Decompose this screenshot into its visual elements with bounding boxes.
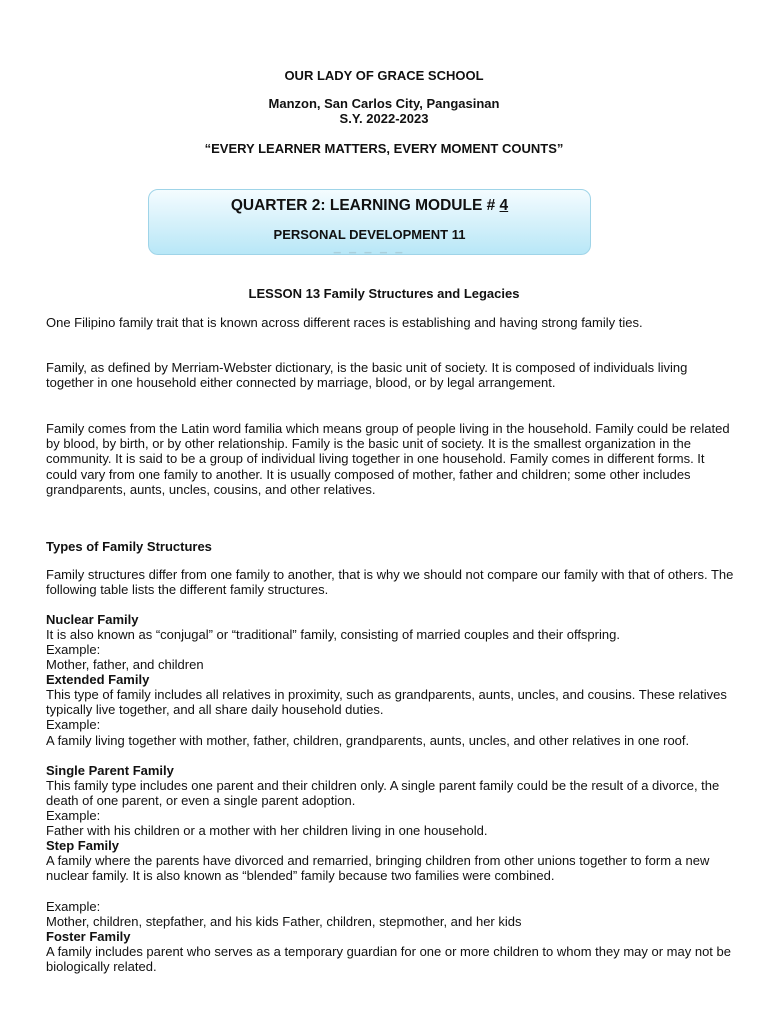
module-subject: PERSONAL DEVELOPMENT 11 <box>273 227 466 242</box>
foster-family-heading: Foster Family <box>46 929 131 944</box>
single-parent-family-heading: Single Parent Family <box>46 763 174 778</box>
paragraph-types-intro: Family structures differ from one family to another, that is why we should not compare our family with that of others. The following table lists the different family structures. <box>46 567 734 598</box>
step-family-example: Mother, children, stepfather, and his kids Father, children, stepmother, and her kids <box>46 914 522 929</box>
module-title <box>149 197 590 215</box>
school-address: Manzon, San Carlos City, Pangasinan <box>268 96 500 111</box>
module-banner-cutoff-text: ▁ ▁ ▁ ▁ ▁ <box>333 243 406 253</box>
school-year: S.Y. 2022-2023 <box>339 111 429 126</box>
nuclear-family-example: Mother, father, and children <box>46 657 204 672</box>
lesson-title: LESSON 13 Family Structures and Legacies <box>248 286 520 301</box>
nuclear-family-heading: Nuclear Family <box>46 612 139 627</box>
single-parent-family-desc: This family type includes one parent and their children only. A single parent family could be the result of a divorce, the death of one parent, or even a single parent adoption. <box>46 778 720 809</box>
paragraph-family-ties: One Filipino family trait that is known across different races is establishing and having strong family ties. <box>46 315 643 330</box>
school-name: OUR LADY OF GRACE SCHOOL <box>284 68 484 83</box>
step-family-example-label: Example: <box>46 899 101 914</box>
extended-family-desc: This type of family includes all relatives in proximity, such as grandparents, aunts, uncles, and cousins. These relatives typically live together, and all share daily household duties. <box>46 687 727 718</box>
step-family-heading: Step Family <box>46 838 119 853</box>
extended-family-heading: Extended Family <box>46 672 150 687</box>
paragraph-familia: Family comes from the Latin word familia which means group of people living in the household. Family could be related by blood, by birth, or by other relationship. Family is the basic unit of society. It is the smallest organization in the community. It is said to be a group of individual living together in one household. Family comes in different forms. It could vary from one family to another. It is usually composed of mother, father and children; some other includes grandparents, aunts, uncles, cousins, and other relatives. <box>46 421 730 497</box>
single-parent-family-example-label: Example: <box>46 808 101 823</box>
foster-family-desc: A family includes parent who serves as a temporary guardian for one or more children to whom they may or may not be biologically related. <box>46 944 731 975</box>
nuclear-family-example-label: Example: <box>46 642 101 657</box>
module-banner <box>148 189 591 255</box>
nuclear-family-desc: It is also known as “conjugal” or “traditional” family, consisting of married couples and their offspring. <box>46 627 620 642</box>
paragraph-definition: Family, as defined by Merriam-Webster dictionary, is the basic unit of society. It is composed of individuals living together in one household either connected by marriage, blood, or by legal arrangement. <box>46 360 688 391</box>
extended-family-example-label: Example: <box>46 717 101 732</box>
section-heading-types: Types of Family Structures <box>46 539 212 554</box>
school-motto: “EVERY LEARNER MATTERS, EVERY MOMENT COUNTS” <box>204 141 564 156</box>
extended-family-example: A family living together with mother, father, children, grandparents, aunts, uncles, and other relatives in one roof. <box>46 733 690 748</box>
module-title-prefix: QUARTER 2: LEARNING MODULE # <box>230 197 500 214</box>
module-number: 4 <box>499 197 509 214</box>
step-family-desc: A family where the parents have divorced and remarried, bringing children from other unions together to form a new nuclear family. It is also known as “blended” family because two families were combined. <box>46 853 710 884</box>
single-parent-family-example: Father with his children or a mother with her children living in one household. <box>46 823 488 838</box>
